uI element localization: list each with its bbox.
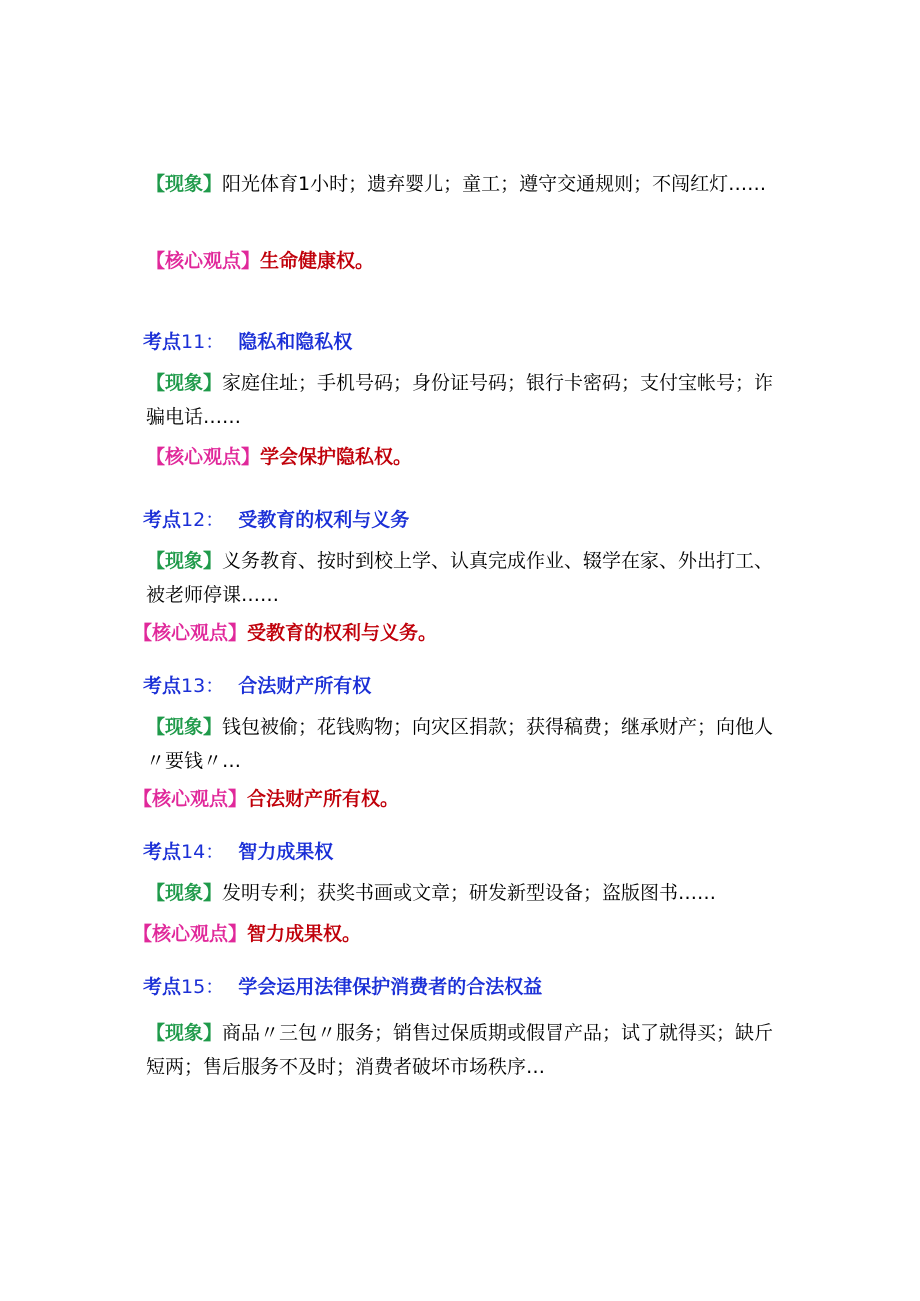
core-viewpoint-13 bbox=[133, 782, 773, 816]
phenomenon-paragraph-13 bbox=[146, 710, 786, 778]
point-heading-12 bbox=[143, 503, 783, 537]
core-text: 合法财产所有权。 bbox=[247, 788, 400, 810]
phenomenon-label: 【现象】 bbox=[146, 882, 223, 904]
core-text: 生命健康权。 bbox=[260, 250, 375, 272]
core-label: 【核心观点】 bbox=[146, 446, 261, 468]
point-number: 15： bbox=[181, 976, 225, 998]
phenomenon-text: 家庭住址；手机号码；身份证号码；银行卡密码；支付宝帐号；诈骗电话…… bbox=[146, 372, 774, 428]
point-heading-14 bbox=[143, 835, 783, 869]
core-viewpoint-12 bbox=[133, 616, 773, 650]
point-title: 受教育的权利与义务 bbox=[238, 509, 410, 531]
point-number: 13： bbox=[181, 675, 225, 697]
phenomenon-paragraph-14 bbox=[146, 876, 786, 910]
core-label: 【核心观点】 bbox=[133, 923, 248, 945]
point-number: 14： bbox=[181, 841, 225, 863]
phenomenon-label: 【现象】 bbox=[146, 173, 223, 195]
point-heading-11 bbox=[143, 325, 783, 359]
point-prefix: 考点 bbox=[143, 976, 182, 998]
point-title: 智力成果权 bbox=[238, 841, 334, 863]
point-heading-13 bbox=[143, 669, 783, 703]
phenomenon-text: 钱包被偷；花钱购物；向灾区捐款；获得稿费；继承财产；向他人〃要钱〃… bbox=[146, 716, 774, 772]
phenomenon-label: 【现象】 bbox=[146, 716, 223, 738]
point-number: 11： bbox=[181, 331, 225, 353]
point-prefix: 考点 bbox=[143, 841, 182, 863]
point-title: 学会运用法律保护消费者的合法权益 bbox=[238, 976, 543, 998]
point-heading-15 bbox=[143, 970, 783, 1004]
core-text: 学会保护隐私权。 bbox=[260, 446, 413, 468]
phenomenon-label: 【现象】 bbox=[146, 1022, 223, 1044]
point-prefix: 考点 bbox=[143, 675, 182, 697]
core-viewpoint-11 bbox=[146, 440, 786, 474]
phenomenon-label: 【现象】 bbox=[146, 550, 223, 572]
core-text: 智力成果权。 bbox=[247, 923, 362, 945]
phenomenon-label: 【现象】 bbox=[146, 372, 223, 394]
phenomenon-text: 义务教育、按时到校上学、认真完成作业、辍学在家、外出打工、被老师停课…… bbox=[146, 550, 774, 606]
phenomenon-paragraph-12 bbox=[146, 544, 786, 612]
core-label: 【核心观点】 bbox=[146, 250, 261, 272]
core-text: 受教育的权利与义务。 bbox=[247, 622, 438, 644]
phenomenon-text: 阳光体育1小时；遗弃婴儿；童工；遵守交通规则；不闯红灯…… bbox=[222, 173, 767, 195]
phenomenon-paragraph-11 bbox=[146, 366, 786, 434]
core-viewpoint-14 bbox=[133, 917, 773, 951]
phenomenon-text: 发明专利；获奖书画或文章；研发新型设备；盗版图书…… bbox=[222, 882, 717, 904]
core-label: 【核心观点】 bbox=[133, 622, 248, 644]
phenomenon-paragraph-15 bbox=[146, 1016, 786, 1084]
core-viewpoint-life bbox=[146, 244, 786, 278]
point-title: 隐私和隐私权 bbox=[238, 331, 353, 353]
point-title: 合法财产所有权 bbox=[238, 675, 372, 697]
phenomenon-text: 商品〃三包〃服务；销售过保质期或假冒产品；试了就得买；缺斤短两；售后服务不及时；消费者破坏市场秩序… bbox=[146, 1022, 774, 1078]
core-label: 【核心观点】 bbox=[133, 788, 248, 810]
phenomenon-paragraph-life bbox=[146, 167, 786, 201]
point-number: 12： bbox=[181, 509, 225, 531]
point-prefix: 考点 bbox=[143, 509, 182, 531]
point-prefix: 考点 bbox=[143, 331, 182, 353]
